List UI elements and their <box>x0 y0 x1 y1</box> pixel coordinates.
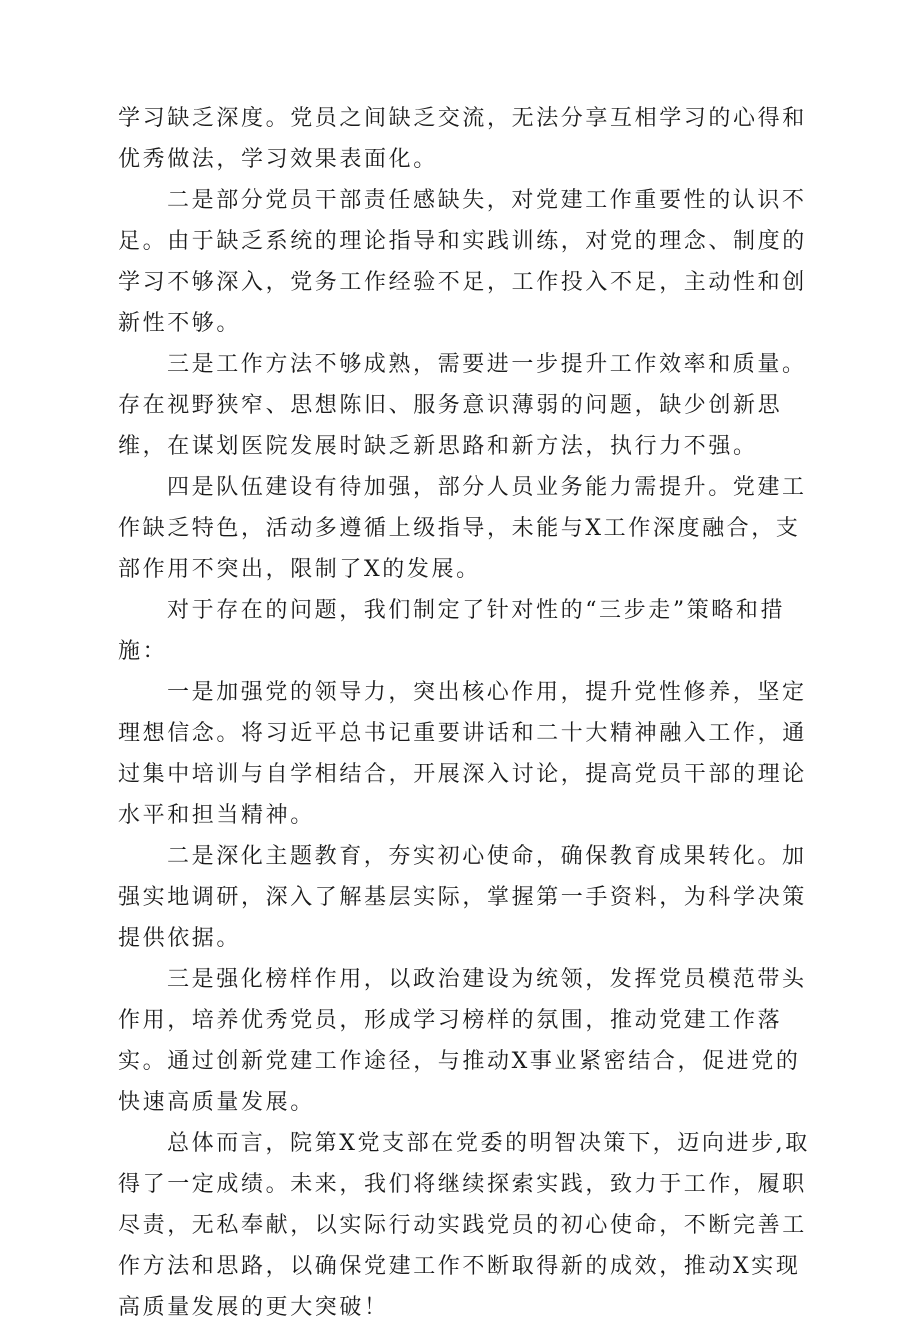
paragraph-4: 四是队伍建设有待加强，部分人员业务能力需提升。党建工作缺乏特色，活动多遵循上级指导，未能与X工作深度融合，支部作用不突出，限制了X的发展。 <box>118 475 807 582</box>
paragraph-2: 二是部分党员干部责任感缺失，对党建工作重要性的认识不足。由于缺乏系统的理论指导和实践训练，对党的理念、制度的学习不够深入，党务工作经验不足，工作投入不足，主动性和创新性不够。 <box>118 188 807 336</box>
paragraph-3: 三是工作方法不够成熟，需要进一步提升工作效率和质量。存在视野狭窄、思想陈旧、服务意识薄弱的问题，缺少创新思维，在谋划医院发展时缺乏新思路和新方法，执行力不强。 <box>118 352 807 459</box>
paragraph-5: 对于存在的问题，我们制定了针对性的“三步走”策略和措施： <box>118 598 786 664</box>
paragraph-7: 二是深化主题教育，夯实初心使命，确保教育成果转化。加强实地调研，深入了解基层实际，掌握第一手资料，为科学决策提供依据。 <box>118 844 807 951</box>
document-body <box>118 98 818 1328</box>
paragraph-8: 三是强化榜样作用，以政治建设为统领，发挥党员模范带头作用，培养优秀党员，形成学习榜样的氛围，推动党建工作落实。通过创新党建工作途径，与推动X事业紧密结合，促进党的快速高质量发展。 <box>118 967 807 1115</box>
paragraph-9: 总体而言，院第X党支部在党委的明智决策下，迈向进步,取得了一定成绩。未来，我们将继续探索实践，致力于工作，履职尽责，无私奉献，以实际行动实践党员的初心使命，不断完善工作方法和思路，以确保党建工作不断取得新的成效，推动X实现高质量发展的更大突破！ <box>118 1131 810 1320</box>
paragraph-1: 学习缺乏深度。党员之间缺乏交流，无法分享互相学习的心得和优秀做法，学习效果表面化。 <box>118 106 807 172</box>
paragraph-6: 一是加强党的领导力，突出核心作用，提升党性修养，坚定理想信念。将习近平总书记重要讲话和二十大精神融入工作，通过集中培训与自学相结合，开展深入讨论，提高党员干部的理论水平和担当精神。 <box>118 680 807 828</box>
